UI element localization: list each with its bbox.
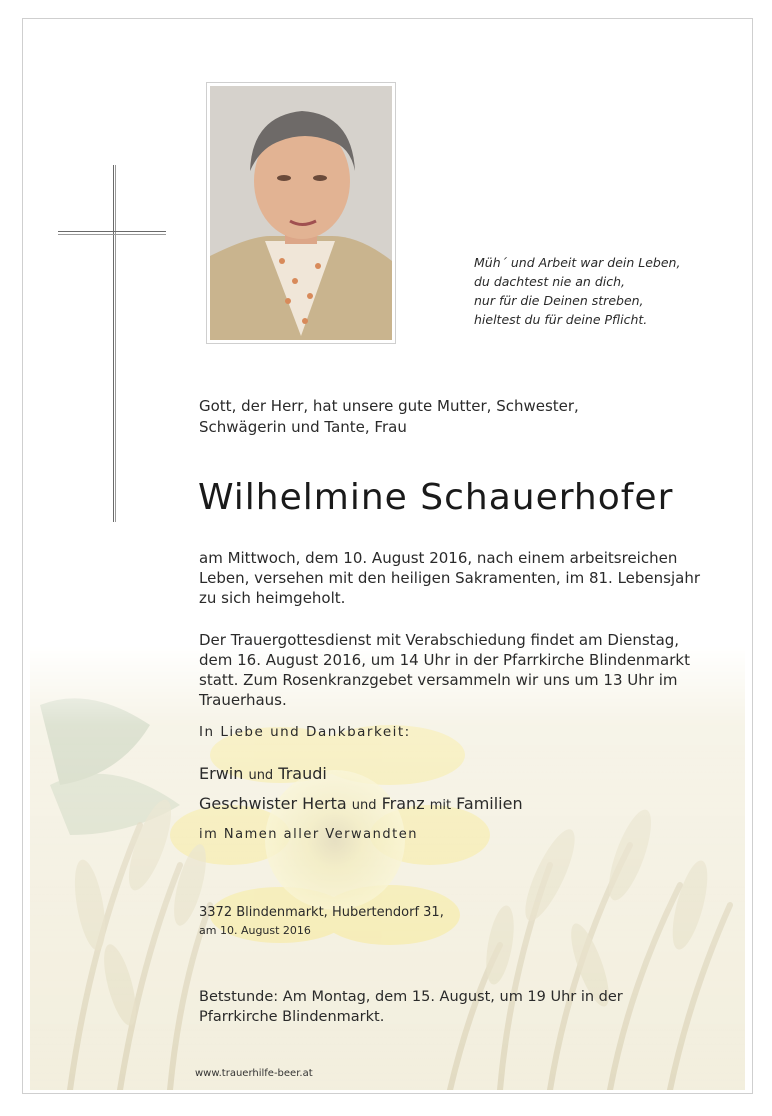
deceased-name: Wilhelmine Schauerhofer xyxy=(198,477,674,518)
poem-line: hieltest du für deine Pflicht. xyxy=(474,312,648,327)
conjunction: und xyxy=(248,768,274,783)
mourner-name: Franz xyxy=(381,794,425,813)
mourner-name: Geschwister Herta xyxy=(199,794,347,813)
conjunction: mit xyxy=(429,798,452,813)
mourner-name: Traudi xyxy=(278,764,327,783)
conjunction: und xyxy=(351,798,377,813)
portrait-frame xyxy=(206,82,396,344)
prayer-hour-text: Betstunde: Am Montag, dem 15. August, um 19 Uhr in der Pfarrkirche Blindenmarkt. xyxy=(199,989,623,1025)
thanks-heading: In Liebe und Dankbarkeit: xyxy=(199,724,411,740)
mourner-name: Familien xyxy=(456,794,523,813)
cross-vertical-bar xyxy=(113,165,116,522)
mourner-line xyxy=(199,760,523,790)
funeral-service-paragraph: Der Trauergottesdienst mit Verabschiedung findet am Dienstag, dem 16. August 2016, um 14 Uhr in der Pfarrkirche Blindenmarkt statt. Zum Rosenkranzgebet versammeln wir uns um 13 Uhr im Trauerhaus. xyxy=(199,631,690,709)
intro-text: Gott, der Herr, hat unsere gute Mutter, Schwester, Schwägerin und Tante, Frau xyxy=(199,397,579,436)
poem xyxy=(474,253,680,329)
address-block xyxy=(199,904,444,940)
website-link[interactable]: www.trauerhilfe-beer.at xyxy=(195,1068,313,1079)
poem-line: nur für die Deinen streben, xyxy=(474,293,644,308)
portrait-photo xyxy=(210,86,392,340)
poem-line: du dachtest nie an dich, xyxy=(474,274,625,289)
poem-line: Müh´ und Arbeit war dein Leben, xyxy=(474,255,681,270)
death-notice-paragraph: am Mittwoch, dem 10. August 2016, nach einem arbeitsreichen Leben, versehen mit den heiligen Sakramenten, im 81. Lebensjahr zu sich heimgeholt. xyxy=(199,549,701,607)
address-date: am 10. August 2016 xyxy=(199,924,311,937)
mourner-line xyxy=(199,790,523,820)
cross-horizontal-bar xyxy=(58,231,166,235)
relatives-text: im Namen aller Verwandten xyxy=(199,827,418,842)
mourners-list xyxy=(199,760,523,820)
mourner-name: Erwin xyxy=(199,764,244,783)
address-line: 3372 Blindenmarkt, Hubertendorf 31, xyxy=(199,905,444,920)
